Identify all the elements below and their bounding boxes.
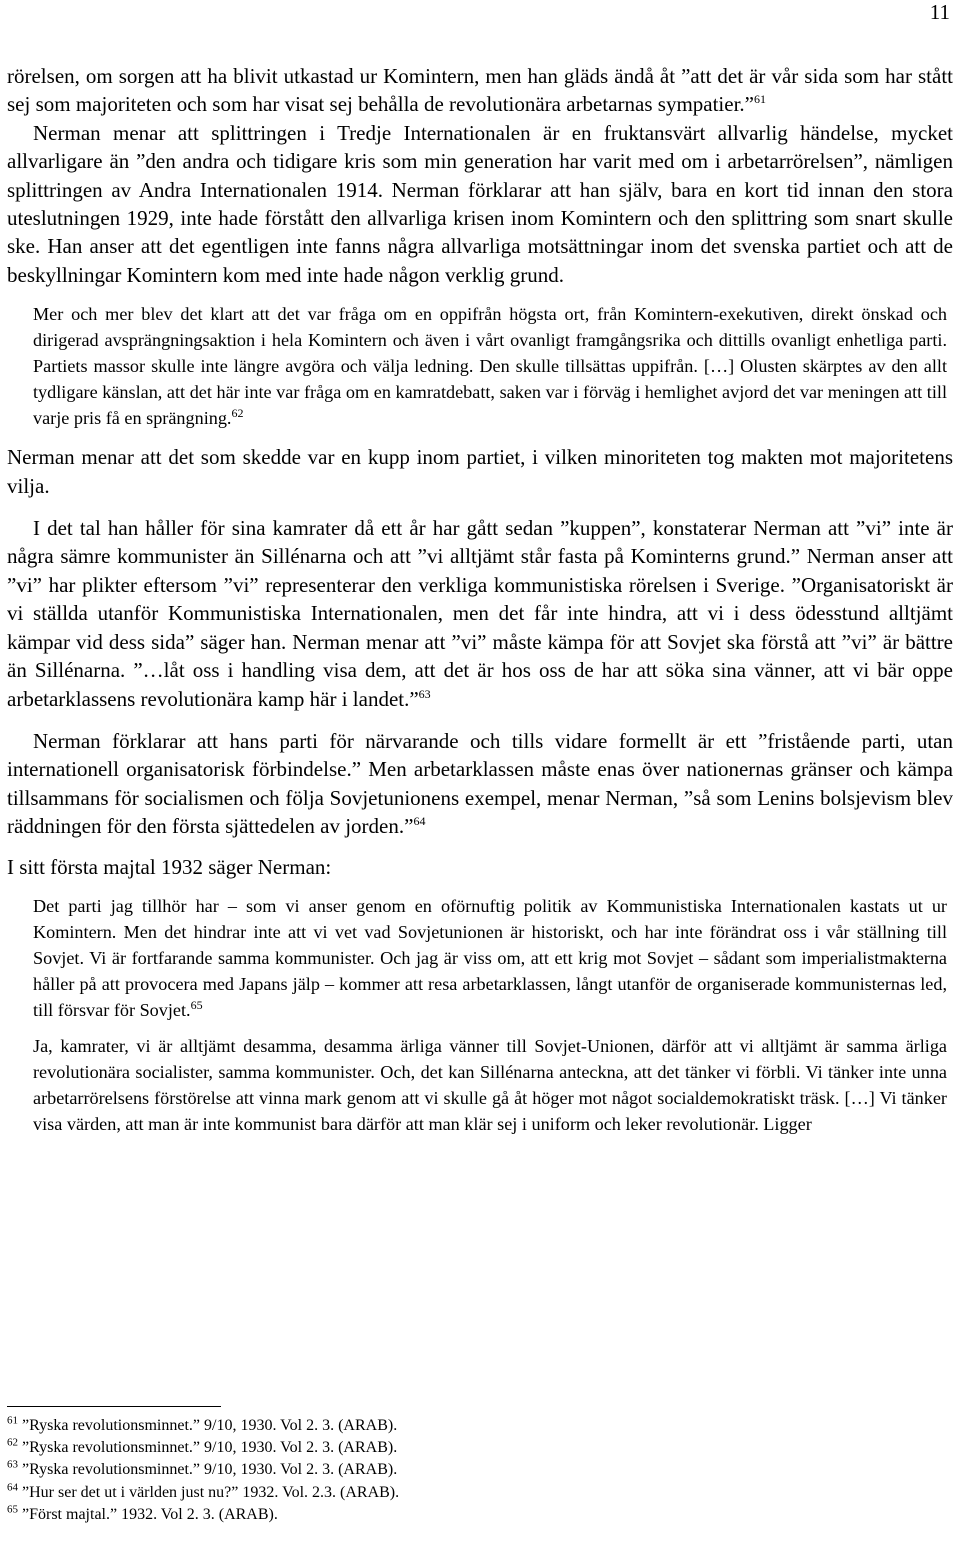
footnote-ref[interactable]: 63: [418, 686, 431, 701]
footnote-divider: [7, 1406, 221, 1407]
block-quote: Mer och mer blev det klart att det var fråga om en oppifrån högsta ort, från Komintern-exekutiven, direkt önskad och dirigerad avsprängningsaktion i hela Komintern och även i vårt ovanligt framgångsrika och dittills ovanligt enhetliga parti. Partiets massor skulle inte längre avgöra och välja ledning. Den skulle tillsättas uppifrån. […] Olusten skärptes av den allt tydligare känslan, att det här inte var fråga om en kamratdebatt, saken var i förväg i hemlighet avjord det var meningen att till varje pris få en sprängning.$^{62}$: [33, 304, 947, 429]
footnote-number: 62: [7, 1436, 18, 1449]
footnote-number: 65: [7, 1503, 18, 1516]
footnote: $^{63}$ ”Ryska revolutionsminnet.” 9/10, 1930. Vol 2. 3. (ARAB).: [7, 1459, 398, 1479]
footnote-number: 64: [7, 1481, 18, 1494]
page-number: 11: [929, 0, 950, 24]
paragraph: I sitt första majtal 1932 säger Nerman:: [7, 854, 332, 879]
paragraph: I det tal han håller för sina kamrater då ett år har gått sedan ”kuppen”, konstaterar Nerman att ”vi” inte är några sämre kommunister än Sillénarna och att ”vi alltjämt står fasta på Kominterns grund.” Nerman anser att ”vi” har plikter eftersom ”vi” representerar den verkliga kommunistiska rörelsen i Sverige. ”Organisatoriskt är vi ställda utanför Kommunistiska Internationalen, men det får inte hindra, att vi i dess ödesstund alltjämt kämpar vid dess sida” säger han. Nerman menar att ”vi” måste kämpa för att Sovjet ska förstå att ”vi” är bättre än Sillénarna. ”…låt oss i handling visa dem, att det är hos oss de har att söka sina vänner, att vi bär oppe arbetarklassens revolutionära kamp här i landet.”$^{63}$: [7, 516, 953, 711]
footnote: $^{65}$ ”Först majtal.” 1932. Vol 2. 3. (ARAB).: [7, 1503, 278, 1523]
body-text: [7, 62, 953, 1137]
paragraph: Nerman menar att det som skedde var en kupp inom partiet, i vilken minoriteten tog makten mot majoritetens vilja.: [7, 445, 953, 498]
block-quote: Det parti jag tillhör har – som vi anser genom en oförnuftig politik av Kommunistiska Internationalen kastats ut ur Komintern. Men det hindrar inte att vi vet vad Sovjetunionen är historiskt, och har inte förändrat oss i vår ställning till Sovjet. Vi är fortfarande samma kommunister. Och jag är viss om, att ett krig mot Sovjet – sådant som imperialistmakterna håller på att provocera med Japans jälp – kommer att resa arbetarklassen, långt utanför de organiserade kommunisternas led, till försvar för Sovjet.$^{65}$: [33, 895, 947, 1020]
footnote-ref[interactable]: 65: [190, 997, 203, 1012]
footnote: $^{62}$ ”Ryska revolutionsminnet.” 9/10, 1930. Vol 2. 3. (ARAB).: [7, 1436, 398, 1457]
footnotes: [7, 1406, 953, 1526]
paragraph: Nerman förklarar att hans parti för närvarande och tills vidare formellt är ett ”fristående parti, utan internationell organisatorisk förbindelse.” Men arbetarklassen måste enas över nationernas gränser och kämpa tillsammans för socialismen och följa Sovjetunionens exempel, menar Nerman, ”så som Lenins bolsjevism blev räddningen för den första sjättedelen av jorden.”$^{64}$: [7, 728, 953, 839]
paragraph: Nerman menar att splittringen i Tredje Internationalen är en fruktansvärt allvarlig händelse, mycket allvarligare än ”den andra och tidigare kris som min generation har varit med om i arbetarrörelsen”, nämligen splittringen av Andra Internationalen 1914. Nerman förklarar att han själv, bara en kort tid innan den stora uteslutningen 1929, inte hade förstått den allvarliga krisen inom Komintern och den splittring som snart skulle ske. Han anser att det egentligen inte fanns några allvarliga motsättningar inom det svenska partiet och att de beskyllningar Komintern kom med inte hade någon verklig grund.: [7, 120, 953, 287]
footnote: $^{64}$ ”Hur ser det ut i världen just nu?” 1932. Vol. 2.3. (ARAB).: [7, 1481, 400, 1501]
footnote: $^{61}$ ”Ryska revolutionsminnet.” 9/10, 1930. Vol 2. 3. (ARAB).: [7, 1414, 398, 1434]
footnote-ref[interactable]: 61: [754, 92, 766, 107]
paragraph: rörelsen, om sorgen att ha blivit utkastad ur Komintern, men han gläds ändå åt ”att det är vår sida som har stått sej som majoriteten och som har visat sej behålla de revolutionära arbetarnas sympatier.”$^{61}$: [7, 64, 953, 117]
block-quote: Ja, kamrater, vi är alltjämt desamma, desamma ärliga vänner till Sovjet-Unionen, därför att vi alltjämt är samma ärliga revolutionära socialister, samma kommunister. Och, det kan Sillénarna anteckna, att det tänker vi förbli. Vi tänker inte unna arbetarrörelsens förstörelse att vinna mark genom att vi skulle gå åt höger mot något socialdemokratiskt träsk. […] Vi tänker visa värden, att man är inte kommunist bara därför att man klär sej i uniform och leker revolutionär. Ligger: [33, 1035, 947, 1134]
footnote-ref[interactable]: 62: [231, 406, 244, 421]
footnote-ref[interactable]: 64: [413, 814, 426, 829]
footnote-number: 63: [7, 1459, 18, 1472]
footnote-number: 61: [7, 1414, 18, 1427]
